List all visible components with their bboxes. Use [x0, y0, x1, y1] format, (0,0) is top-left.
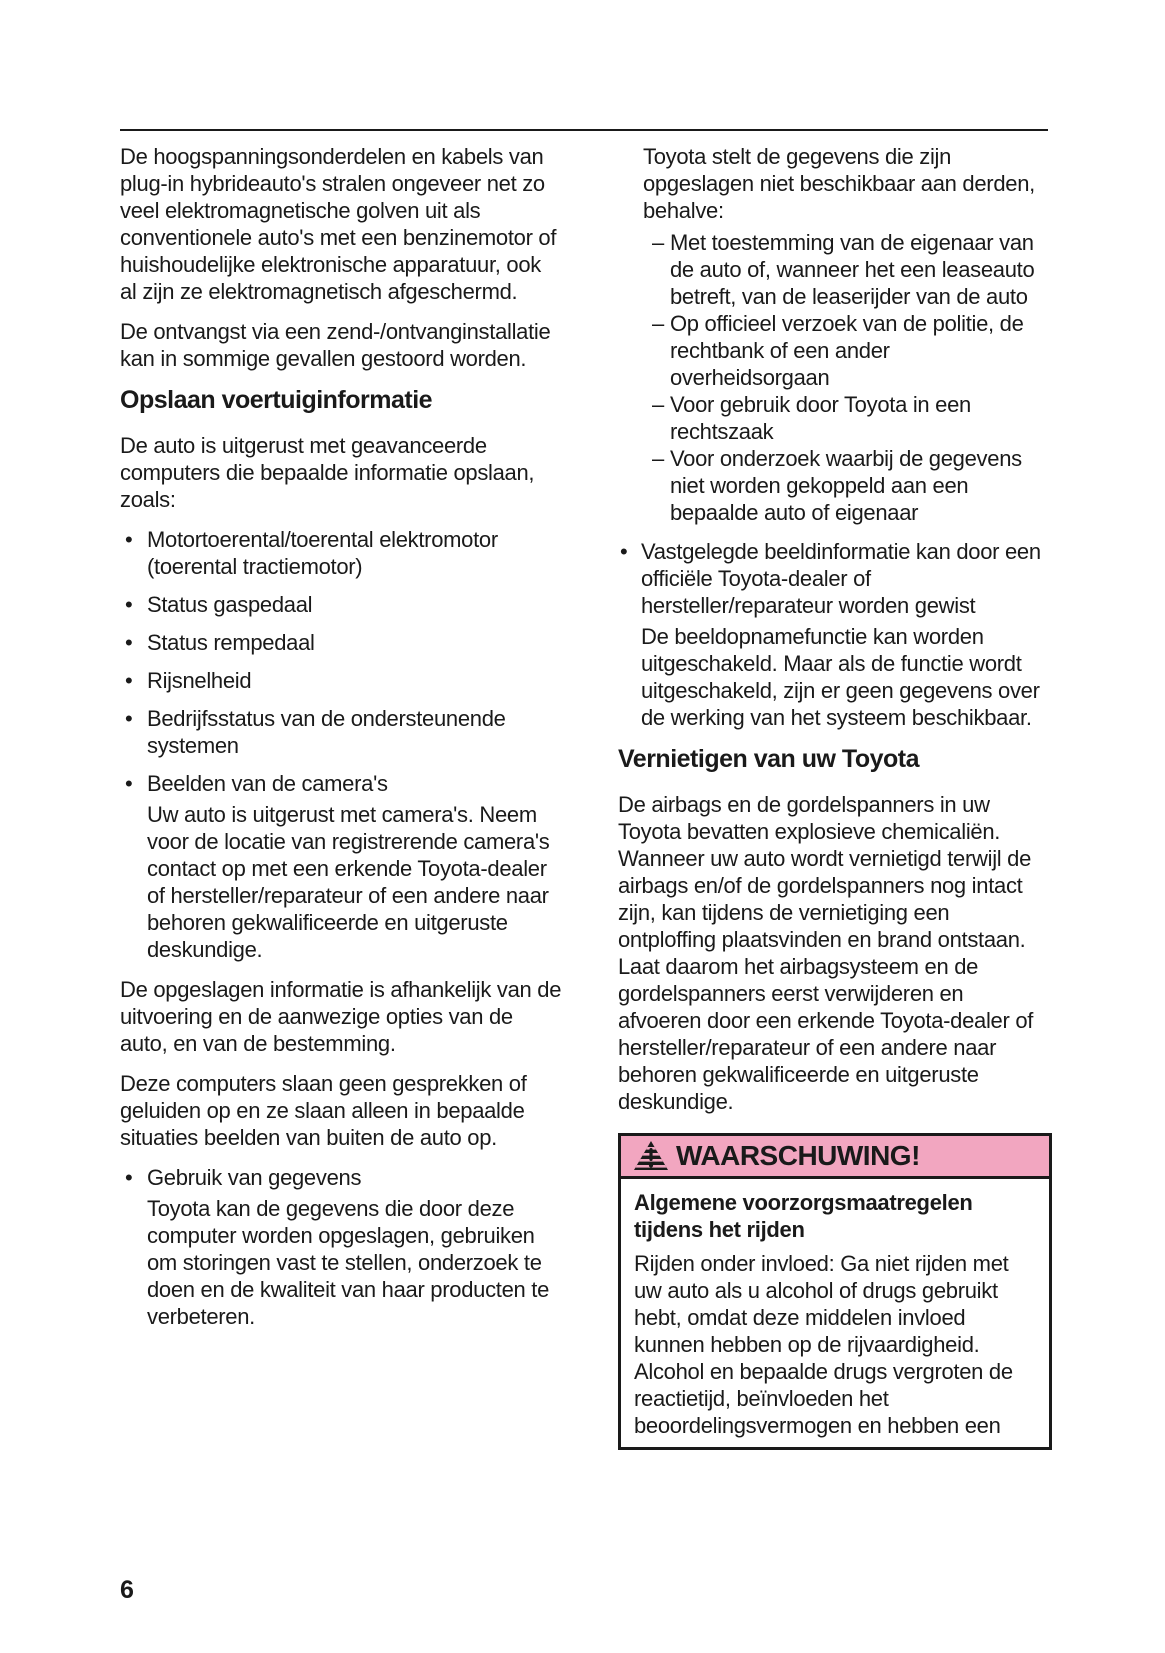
bullet-icon: • [125, 527, 133, 552]
list-item-text [641, 538, 1052, 731]
vehicle-data-list [120, 526, 562, 963]
right-column [618, 143, 1052, 1450]
dash-icon: – [652, 230, 664, 255]
list-item-cameras [120, 770, 562, 963]
dash-icon: – [652, 311, 664, 336]
list-item [120, 591, 562, 618]
paragraph-stored-info: De opgeslagen informatie is afhankelijk van de uitvoering en de aanwezige opties van de auto, en van de bestemming. [120, 977, 562, 1056]
list-item-title: Vastgelegde beeldinformatie kan door een officiële Toyota-dealer of hersteller/reparateur worden gewist [641, 539, 1041, 618]
dash-icon: – [652, 446, 664, 471]
paragraph-computers-intro: De auto is uitgerust met geavanceerde computers die bepaalde informatie opslaan, zoals: [120, 433, 535, 512]
section-heading-vernietigen: Vernietigen van uw Toyota [618, 745, 919, 773]
list-item-subtext: De beeldopnamefunctie kan worden uitgeschakeld. Maar als de functie wordt uitgeschakeld, zijn er geen gegevens over de werking van het systeem beschikbaar. [641, 624, 1040, 730]
list-item-image-info [618, 538, 1052, 731]
list-item-text: Bedrijfsstatus van de ondersteunende systemen [147, 706, 506, 758]
list-item [120, 705, 562, 759]
paragraph-airbags: De airbags en de gordelspanners in uw Toyota bevatten explosieve chemicaliën. Wanneer uw auto wordt vernietigd terwijl de airbags en/of de gordelspanners nog intact zijn, kan tijdens de vernietiging een ontploffing plaatsvinden en brand ontstaan. Laat daarom het airbagsysteem en de gordelspanners eerst verwijderen en afvoeren door een erkende Toyota-dealer of hersteller/reparateur of een andere naar behoren gekwalificeerde en uitgeruste deskundige. [618, 792, 1034, 1114]
warning-subheading: Algemene voorzorgsmaatregelen tijdens het rijden [634, 1190, 973, 1242]
dash-item [618, 445, 1052, 526]
warning-body [621, 1179, 1049, 1447]
dash-item [618, 229, 1052, 310]
warning-header [621, 1136, 1049, 1179]
bullet-icon: • [125, 630, 133, 655]
list-item-text: Status gaspedaal [147, 592, 313, 617]
paragraph-third-parties: Toyota stelt de gegevens die zijn opgeslagen niet beschikbaar aan derden, behalve: [643, 144, 1035, 223]
list-item-text: Status rempedaal [147, 630, 315, 655]
dash-item [618, 310, 1052, 391]
paragraph-reception: De ontvangst via een zend-/ontvanginstallatie kan in sommige gevallen gestoord worden. [120, 319, 551, 371]
paragraph-no-recording: Deze computers slaan geen gesprekken of geluiden op en ze slaan alleen in bepaalde situaties beelden van buiten de auto op. [120, 1071, 527, 1150]
bullet-icon: • [125, 771, 133, 796]
warning-box [618, 1133, 1052, 1450]
bullet-icon: • [125, 668, 133, 693]
list-item-text: Rijsnelheid [147, 668, 252, 693]
bullet-icon: • [125, 592, 133, 617]
list-item [120, 526, 562, 580]
top-rule [120, 129, 1048, 131]
bullet-icon: • [125, 706, 133, 731]
bullet-icon: • [620, 539, 628, 564]
list-item-subtext: Uw auto is uitgerust met camera's. Neem voor de locatie van registrerende camera's contact op met een erkende Toyota-dealer of hersteller/reparateur of een andere naar behoren gekwalificeerde en uitgeruste deskundige. [147, 802, 550, 962]
dash-item-text: Op officieel verzoek van de politie, de rechtbank of een ander overheidsorgaan [670, 311, 1024, 390]
dash-item-text: Met toestemming van de eigenaar van de auto of, wanneer het een leaseauto betreft, van de leaserijder van de auto [670, 230, 1035, 309]
paragraph-high-voltage: De hoogspanningsonderdelen en kabels van plug-in hybrideauto's stralen ongeveer net zo veel elektromagnetische golven uit als conventionele auto's met een benzinemotor of huishoudelijke elektronische apparatuur, ook al zijn ze elektromagnetisch afgeschermd. [120, 144, 557, 304]
dash-item [618, 391, 1052, 445]
list-item-text [147, 1164, 562, 1330]
section-heading-opslaan: Opslaan voertuiginformatie [120, 386, 433, 414]
bullet-icon: • [125, 1165, 133, 1190]
list-item-title: Beelden van de camera's [147, 771, 388, 796]
list-item-data-usage [120, 1164, 562, 1330]
exceptions-list [618, 229, 1052, 526]
page-number: 6 [120, 1576, 134, 1604]
warning-text: Rijden onder invloed: Ga niet rijden met uw auto als u alcohol of drugs gebruikt hebt, omdat deze middelen invloed kunnen hebben op de rijvaardigheid. Alcohol en bepaalde drugs vergroten de reactietijd, beïnvloeden het beoordelingsvermogen en hebben een [634, 1251, 1013, 1438]
dash-item-text: Voor gebruik door Toyota in een rechtszaak [670, 392, 971, 444]
data-usage-list [120, 1164, 562, 1330]
warning-title: WAARSCHUWING! [676, 1140, 920, 1171]
list-item-text: Motortoerental/toerental elektromotor (toerental tractiemotor) [147, 527, 498, 579]
image-info-list [618, 538, 1052, 731]
list-item-text [147, 770, 562, 963]
list-item-title: Gebruik van gegevens [147, 1165, 362, 1190]
dash-icon: – [652, 392, 664, 417]
dash-item-text: Voor onderzoek waarbij de gegevens niet worden gekoppeld aan een bepaalde auto of eigenaar [670, 446, 1022, 525]
list-item [120, 667, 562, 694]
warning-triangle-icon [633, 1140, 669, 1171]
list-item [120, 629, 562, 656]
left-column [120, 143, 562, 1343]
list-item-subtext: Toyota kan de gegevens die door deze computer worden opgeslagen, gebruiken om storingen vast te stellen, onderzoek te doen en de kwaliteit van haar producten te verbeteren. [147, 1196, 550, 1329]
